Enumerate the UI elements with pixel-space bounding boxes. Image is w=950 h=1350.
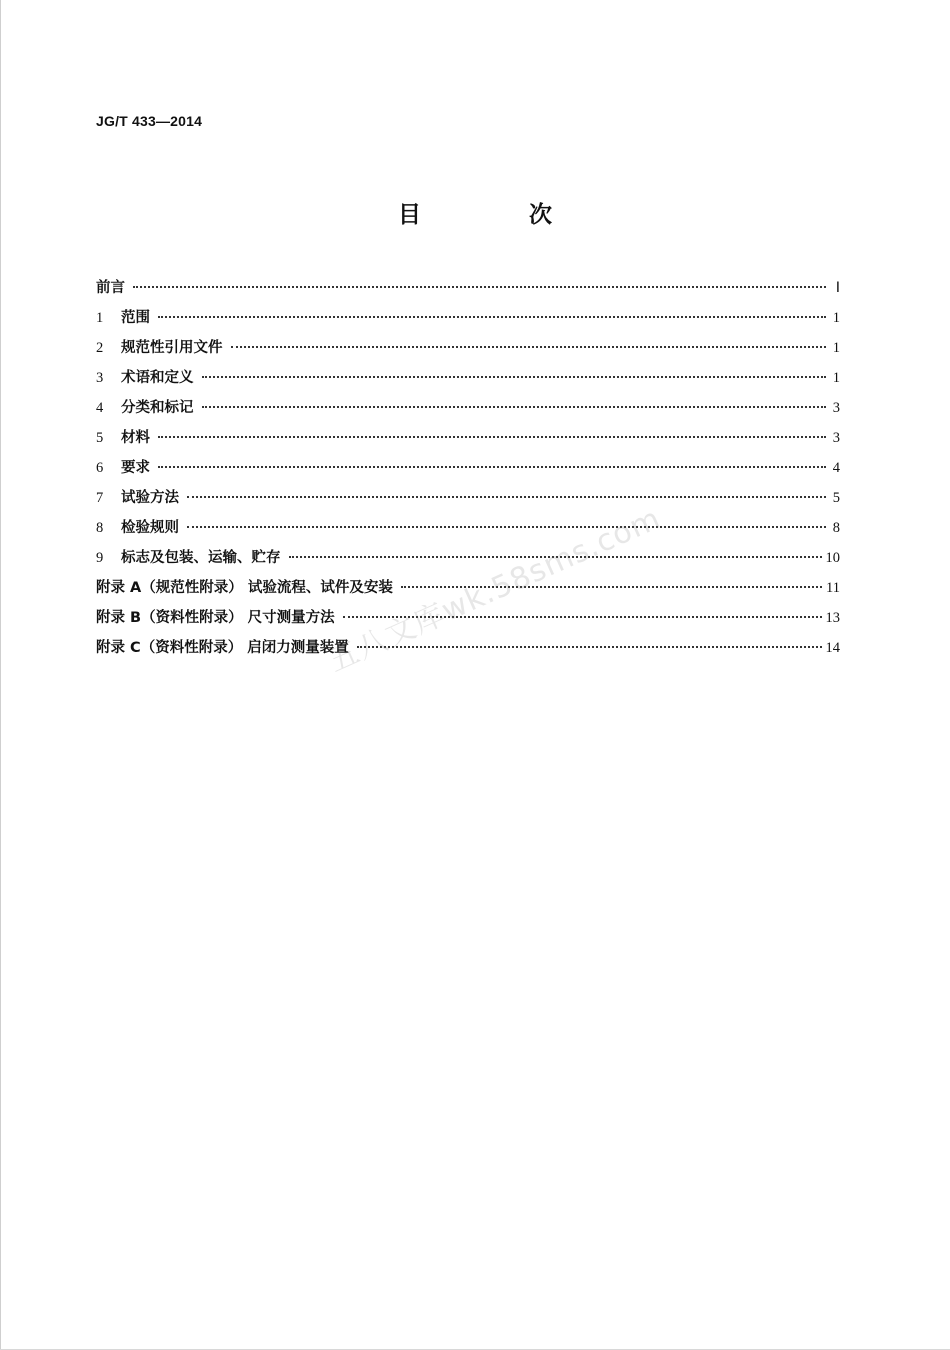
toc-entry-normative-references[interactable] xyxy=(96,335,840,365)
toc-entry-number: 1 xyxy=(96,310,104,326)
toc-page-number: 13 xyxy=(825,610,840,626)
toc-entry-label: 标志及包装、运输、贮存 xyxy=(121,550,281,566)
toc-entry-foreword[interactable] xyxy=(96,275,840,305)
toc-entry-requirements[interactable] xyxy=(96,455,840,485)
toc-entry-label: 附录 C（资料性附录） 启闭力测量装置 xyxy=(96,640,349,656)
toc-entry-number: 4 xyxy=(96,400,104,416)
toc-entry-terms-definitions[interactable] xyxy=(96,365,840,395)
toc-entry-number: 3 xyxy=(96,370,104,386)
toc-leader-dots xyxy=(401,586,822,588)
toc-entry-number: 8 xyxy=(96,520,104,536)
toc-entry-label: 检验规则 xyxy=(121,520,179,536)
toc-page-number: 1 xyxy=(832,370,840,386)
toc-entry-number: 7 xyxy=(96,490,104,506)
toc-entry-inspection-rules[interactable] xyxy=(96,515,840,545)
toc-page-number: 3 xyxy=(832,400,840,416)
toc-leader-dots xyxy=(158,436,826,438)
toc-page-number: 8 xyxy=(832,520,840,536)
toc-entry-label: 附录 A（规范性附录） 试验流程、试件及安装 xyxy=(96,580,393,596)
toc-entry-label: 附录 B（资料性附录） 尺寸测量方法 xyxy=(96,610,335,626)
toc-entry-label: 前言 xyxy=(96,280,125,296)
toc-page-number: 4 xyxy=(832,460,840,476)
toc-entry-number: 2 xyxy=(96,340,104,356)
toc-entry-label: 要求 xyxy=(121,460,150,476)
toc-title: 目 次 xyxy=(397,202,602,228)
toc-page-number: 14 xyxy=(825,640,840,656)
toc-page-number: 10 xyxy=(825,550,840,566)
toc-page-number: 3 xyxy=(832,430,840,446)
toc-page-number: Ⅰ xyxy=(835,280,840,296)
toc-entry-classification-marking[interactable] xyxy=(96,395,840,425)
toc-leader-dots xyxy=(289,556,822,558)
toc-entry-number: 9 xyxy=(96,550,104,566)
toc-entry-label: 术语和定义 xyxy=(121,370,194,386)
toc-page-number: 1 xyxy=(832,310,840,326)
toc-leader-dots xyxy=(133,286,826,288)
toc-entry-test-methods[interactable] xyxy=(96,485,840,515)
toc-entry-number: 5 xyxy=(96,430,104,446)
toc-entry-annex-c[interactable] xyxy=(96,635,840,665)
toc-page-number: 11 xyxy=(826,580,840,596)
toc-leader-dots xyxy=(202,376,827,378)
toc-leader-dots xyxy=(158,316,826,318)
toc-leader-dots xyxy=(187,526,826,528)
toc-entry-label: 材料 xyxy=(121,430,150,446)
toc-leader-dots xyxy=(357,646,822,648)
toc-entry-marking-packaging[interactable] xyxy=(96,545,840,575)
watermark: 五八文库wk.58sms.com xyxy=(323,500,667,680)
toc-leader-dots xyxy=(343,616,822,618)
toc-entry-number: 6 xyxy=(96,460,104,476)
table-of-contents xyxy=(96,275,840,665)
toc-page-number: 1 xyxy=(832,340,840,356)
toc-entry-label: 规范性引用文件 xyxy=(121,340,223,356)
toc-entry-annex-a[interactable] xyxy=(96,575,840,605)
toc-entry-label: 试验方法 xyxy=(121,490,179,506)
toc-leader-dots xyxy=(158,466,826,468)
toc-entry-label: 分类和标记 xyxy=(121,400,194,416)
toc-leader-dots xyxy=(231,346,827,348)
toc-entry-annex-b[interactable] xyxy=(96,605,840,635)
toc-leader-dots xyxy=(187,496,826,498)
toc-leader-dots xyxy=(202,406,827,408)
toc-entry-scope[interactable] xyxy=(96,305,840,335)
toc-entry-label: 范围 xyxy=(121,310,150,326)
toc-entry-materials[interactable] xyxy=(96,425,840,455)
toc-page-number: 5 xyxy=(832,490,840,506)
document-code: JG/T 433—2014 xyxy=(96,113,203,129)
scan-edge-bottom xyxy=(0,1345,950,1350)
